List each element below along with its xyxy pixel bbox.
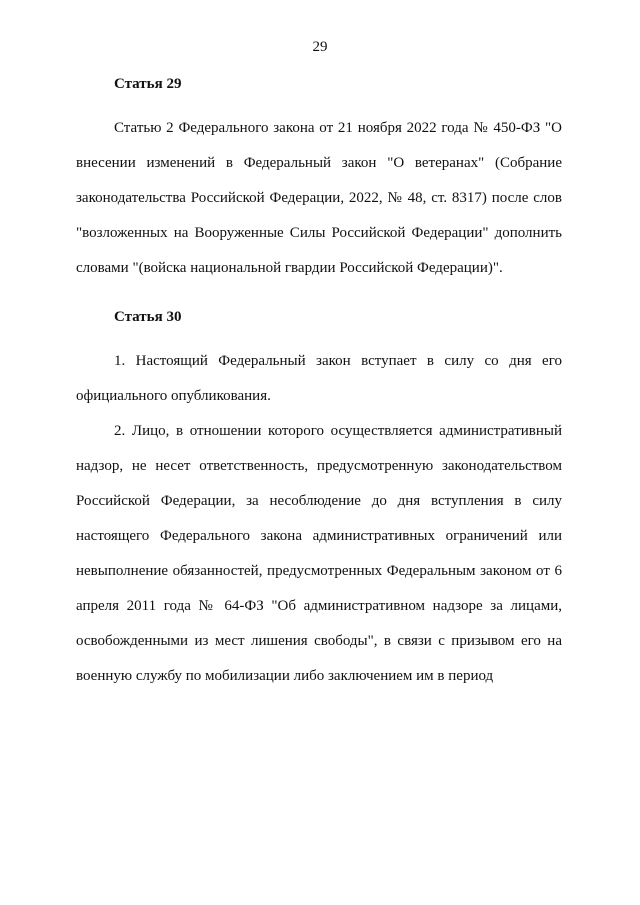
document-body xyxy=(76,75,562,694)
page-number: 29 xyxy=(312,39,328,55)
article-heading: Статья 30 xyxy=(114,309,182,325)
article-paragraph: 1. Настоящий Федеральный закон вступает в силу со дня его официального опубликования. xyxy=(76,353,562,404)
article-30 xyxy=(76,308,562,694)
article-29 xyxy=(76,75,562,286)
article-paragraph: Статью 2 Федерального закона от 21 ноября 2022 года № 450-ФЗ "О внесении изменений в Федеральный закон "О ветеранах" (Собрание законодательства Российской Федерации, 2022, № 48, ст. 8317) после слов "возложенных на Вооруженные Силы Российской Федерации" дополнить словами "(войска национальной гвардии Российской Федерации)". xyxy=(76,120,562,276)
article-paragraph: 2. Лицо, в отношении которого осуществляется административный надзор, не несет ответственность, предусмотренную законодательством Российской Федерации, за несоблюдение до дня вступления в силу настоящего Федерального закона административных ограничений или невыполнение обязанностей, предусмотренных Федеральным законом от 6 апреля 2011 года № 64-ФЗ "Об административном надзоре за лицами, освобожденными из мест лишения свободы", в связи с призывом его на военную службу по мобилизации либо заключением им в период xyxy=(76,423,562,684)
article-heading: Статья 29 xyxy=(114,76,182,92)
